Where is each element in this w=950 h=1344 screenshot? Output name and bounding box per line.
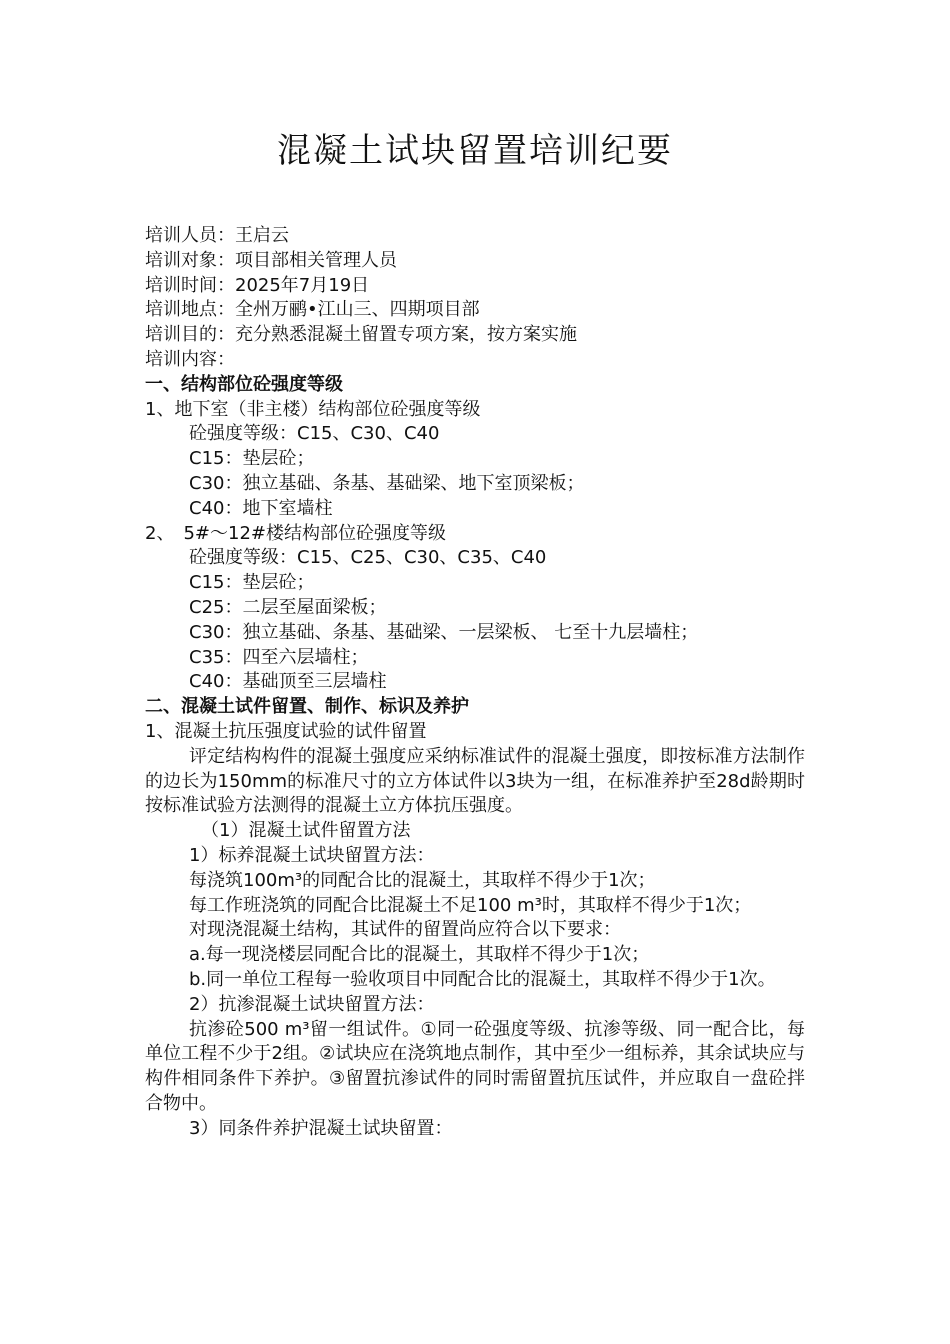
impermeable-paragraph: 抗渗砼500 m³留一组试件。①同一砼强度等级、抗渗等级、同一配合比，每单位工程不少于2组。②试块应在浇筑地点制作，其中至少一组标养，其余试块应与构件相同条件下养护。③留置抗渗试件的同时需留置抗压试件，并应取自一盘砼拌合物中。 <box>145 1018 805 1114</box>
sub2-line: C40：基础顶至三层墙柱 <box>189 671 387 693</box>
document-title: 混凝土试块留置培训纪要 <box>277 131 673 171</box>
section2-sub1-heading: 1、混凝土抗压强度试验的试件留置 <box>145 720 427 742</box>
meta-time: 培训时间：2025年7月19日 <box>145 274 370 296</box>
sub2-line: C15：垫层砼； <box>189 572 315 594</box>
sub2-line: C35：四至六层墙柱； <box>189 646 369 668</box>
std-heading: 1）标养混凝土试块留置方法： <box>189 844 435 866</box>
section2-heading: 二、混凝土试件留置、制作、标识及养护 <box>145 696 469 718</box>
document-body <box>145 224 805 1141</box>
std-line1: 每浇筑100m³的同配合比的混凝土，其取样不得少于1次； <box>189 869 656 891</box>
same-condition-heading: 3）同条件养护混凝土试块留置： <box>189 1117 453 1139</box>
meta-trainer: 培训人员：王启云 <box>145 225 289 246</box>
cast-heading: 对现浇混凝土结构，其试件的留置尚应符合以下要求： <box>189 919 621 941</box>
sub1-line: C30：独立基础、条基、基础梁、地下室顶梁板； <box>189 472 585 494</box>
impermeable-heading: 2）抗渗混凝土试块留置方法： <box>189 993 435 1015</box>
meta-place: 培训地点：全州万鹂•江山三、四期项目部 <box>145 299 480 321</box>
sub1-line: 砼强度等级：C15、C30、C40 <box>189 423 440 445</box>
meta-content: 培训内容： <box>145 348 235 370</box>
method-heading: （1）混凝土试件留置方法 <box>201 820 411 842</box>
paragraph-standard-specimen: 评定结构构件的混凝土强度应采纳标准试件的混凝土强度，即按标准方法制作的边长为150mm的标准尺寸的立方体试件以3块为一组，在标准养护至28d龄期时按标准试验方法测得的混凝土立方体抗压强度。 <box>145 745 805 817</box>
meta-audience: 培训对象：项目部相关管理人员 <box>145 249 397 271</box>
item-a: a.每一现浇楼层同配合比的混凝土，其取样不得少于1次； <box>189 944 650 966</box>
sub2-line: C25：二层至屋面梁板； <box>189 596 387 618</box>
item-b: b.同一单位工程每一验收项目中同配合比的混凝土，其取样不得少于1次。 <box>189 968 776 990</box>
meta-purpose: 培训目的：充分熟悉混凝土留置专项方案，按方案实施 <box>145 324 577 346</box>
sub2-line: C30：独立基础、条基、基础梁、一层梁板、 七至十九层墙柱； <box>189 621 699 643</box>
sub2-line: 砼强度等级：C15、C25、C30、C35、C40 <box>189 547 547 569</box>
sub1-line: C15：垫层砼； <box>189 448 315 470</box>
section1-sub2-heading: 2、 5#～12#楼结构部位砼强度等级 <box>145 522 446 544</box>
section1-heading: 一、结构部位砼强度等级 <box>145 373 343 395</box>
std-paragraph2: 每工作班浇筑的同配合比混凝土不足100 m³时，其取样不得少于1次； <box>189 894 752 916</box>
sub1-line: C40：地下室墙柱 <box>189 497 333 519</box>
section1-sub1-heading: 1、地下室（非主楼）结构部位砼强度等级 <box>145 398 481 420</box>
